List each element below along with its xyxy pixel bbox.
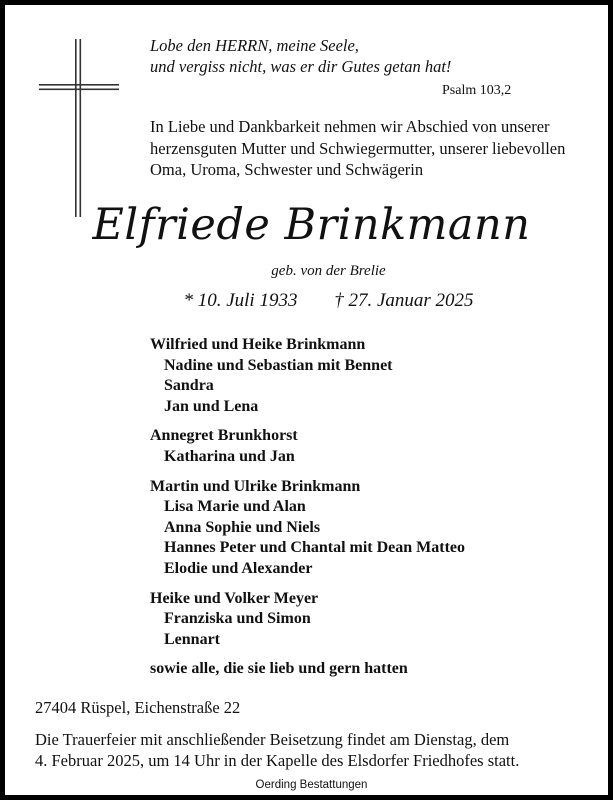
birth-name: geb. von der Brelie — [271, 263, 386, 279]
family-head: Wilfried und Heike Brinkmann — [150, 336, 366, 353]
family-head: Heike und Volker Meyer — [150, 589, 319, 607]
service-line-1: Die Trauerfeier mit anschließender Beisetzung findet am Dienstag, dem — [35, 730, 510, 749]
address: 27404 Rüspel, Eichenstraße 22 — [35, 698, 241, 717]
family-member: Nadine und Sebastian mit Bennet — [164, 356, 393, 374]
birth-date: * 10. Juli 1933 — [183, 290, 298, 311]
closing-line: sowie alle, die sie lieb und gern hatten — [150, 660, 408, 678]
bible-verse — [150, 35, 570, 98]
family-member: Katharina und Jan — [164, 447, 295, 465]
family-group — [150, 426, 590, 467]
verse-line-2: und vergiss nicht, was er dir Gutes getan hat! — [150, 57, 452, 76]
death-date: † 27. Januar 2025 — [334, 290, 474, 311]
undertaker-credit: Oerding Bestattungen — [255, 779, 368, 791]
life-dates — [5, 290, 613, 312]
deceased-name: Elfriede Brinkmann — [92, 200, 531, 250]
family-member: Franziska und Simon — [164, 610, 311, 628]
family-group — [150, 477, 590, 580]
family-head: Annegret Brunkhorst — [150, 427, 298, 445]
service-info — [35, 729, 595, 771]
verse-line-1: Lobe den HERRN, meine Seele, — [150, 36, 359, 55]
family-head: Martin und Ulrike Brinkmann — [150, 477, 361, 495]
family-member: Lennart — [164, 630, 220, 648]
family-member: Sandra — [164, 377, 214, 395]
service-line-2: 4. Februar 2025, um 14 Uhr in der Kapelle des Elsdorfer Friedhofes statt. — [35, 751, 520, 770]
family-member: Hannes Peter und Chantal mit Dean Matteo — [164, 539, 466, 557]
family-group — [150, 589, 590, 651]
family-member: Lisa Marie und Alan — [164, 498, 306, 516]
family-member: Jan und Lena — [164, 397, 259, 415]
cross-icon — [39, 39, 119, 219]
family-member: Anna Sophie und Niels — [164, 518, 321, 536]
intro-text: In Liebe und Dankbarkeit nehmen wir Abschied von unserer herzensguten Mutter und Schwiegermutter, unserer liebevollen Oma, Uroma, Schwester und Schwägerin — [150, 117, 566, 179]
family-member: Elodie und Alexander — [164, 559, 313, 577]
family-list — [150, 335, 590, 680]
verse-reference: Psalm 103,2 — [442, 83, 512, 98]
family-group — [150, 335, 590, 417]
